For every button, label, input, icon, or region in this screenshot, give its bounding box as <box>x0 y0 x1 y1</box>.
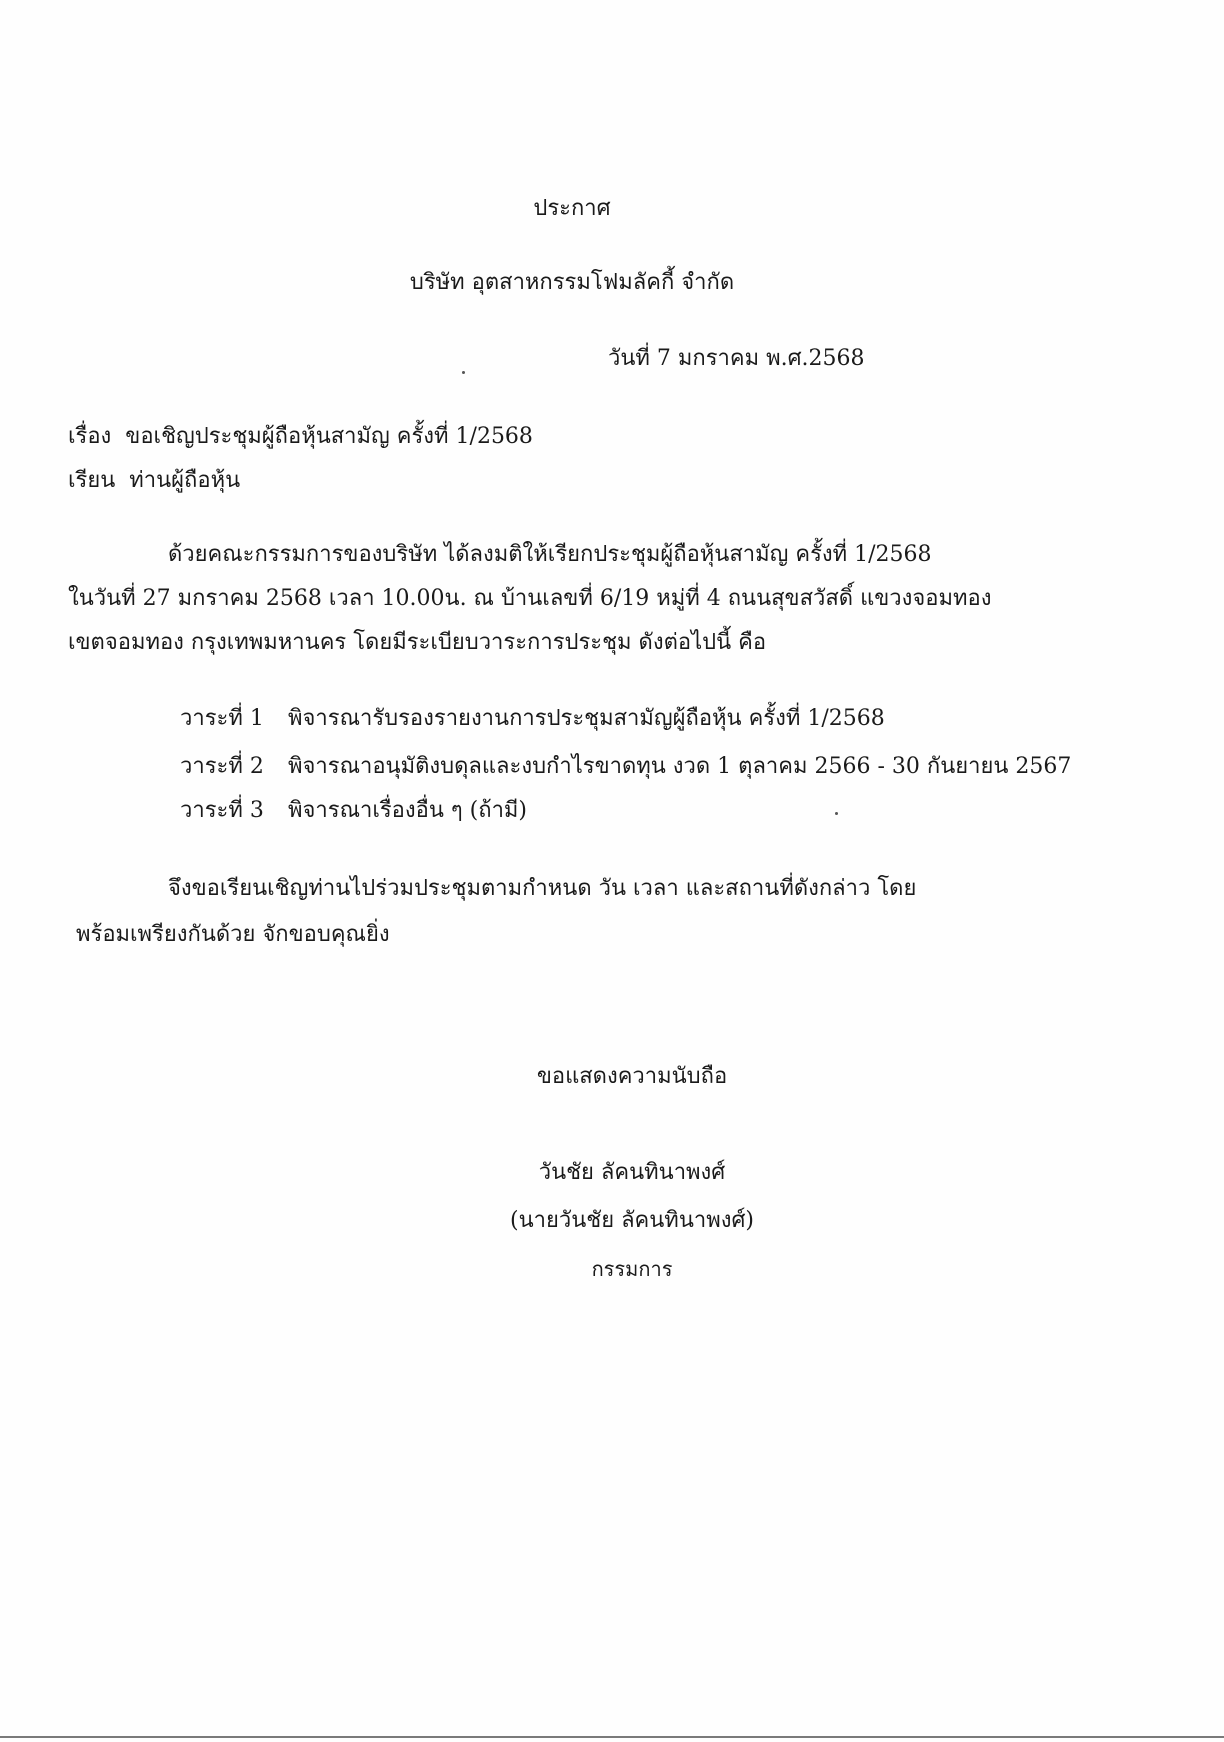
agenda-text: พิจารณาอนุมัติงบดุลและงบกำไรขาดทุน งวด 1 ตุลาคม 2566 - 30 กันยายน 2567 <box>288 754 1072 779</box>
closing-salutation: ขอแสดงความนับถือ <box>536 1064 728 1089</box>
company-name: บริษัท อุตสาหกรรมโฟมลัคกี้ จำกัด <box>409 270 735 295</box>
subject-text: ขอเชิญประชุมผู้ถือหุ้นสามัญ ครั้งที่ 1/2568 <box>125 424 533 449</box>
agenda-number: วาระที่ 1 <box>180 706 264 731</box>
announcement-date: วันที่ 7 มกราคม พ.ศ.2568 <box>608 346 865 371</box>
body-paragraph1-line3: เขตจอมทอง กรุงเทพมหานคร โดยมีระเบียบวาระการประชุม ดังต่อไปนี้ คือ <box>68 630 767 655</box>
agenda-item-3 <box>180 796 527 826</box>
body-paragraph2-line1: จึงขอเรียนเชิญท่านไปร่วมประชุมตามกำหนด วัน เวลา และสถานที่ดังกล่าว โดย <box>168 876 917 901</box>
scan-edge-line <box>0 1736 1224 1738</box>
subject-line <box>68 422 533 452</box>
signature: วันชัย ลัคนทินาพงศ์ <box>538 1160 726 1185</box>
body-paragraph1-line2: ในวันที่ 27 มกราคม 2568 เวลา 10.00น. ณ บ้านเลขที่ 6/19 หมู่ที่ 4 ถนนสุขสวัสดิ์ แขวงจอมทอง <box>68 586 992 611</box>
printed-name: (นายวันชัย ลัคนทินาพงศ์) <box>510 1208 754 1233</box>
scan-speck <box>835 812 838 815</box>
agenda-text: พิจารณารับรองรายงานการประชุมสามัญผู้ถือหุ้น ครั้งที่ 1/2568 <box>288 706 885 731</box>
scan-speck <box>462 371 465 374</box>
announcement-title: ประกาศ <box>533 196 611 221</box>
agenda-text: พิจารณาเรื่องอื่น ๆ (ถ้ามี) <box>288 798 528 823</box>
signer-position: กรรมการ <box>591 1257 673 1281</box>
agenda-number: วาระที่ 2 <box>180 754 264 779</box>
recipient-line <box>68 466 240 496</box>
subject-label: เรื่อง <box>68 424 112 449</box>
recipient-label: เรียน <box>68 468 116 493</box>
agenda-item-2 <box>180 752 1071 782</box>
body-paragraph1-line1: ด้วยคณะกรรมการของบริษัท ได้ลงมติให้เรียกประชุมผู้ถือหุ้นสามัญ ครั้งที่ 1/2568 <box>168 542 932 567</box>
recipient-text: ท่านผู้ถือหุ้น <box>129 468 241 493</box>
agenda-item-1 <box>180 704 885 734</box>
agenda-number: วาระที่ 3 <box>180 798 264 823</box>
body-paragraph2-line2: พร้อมเพรียงกันด้วย จักขอบคุณยิ่ง <box>76 922 390 947</box>
